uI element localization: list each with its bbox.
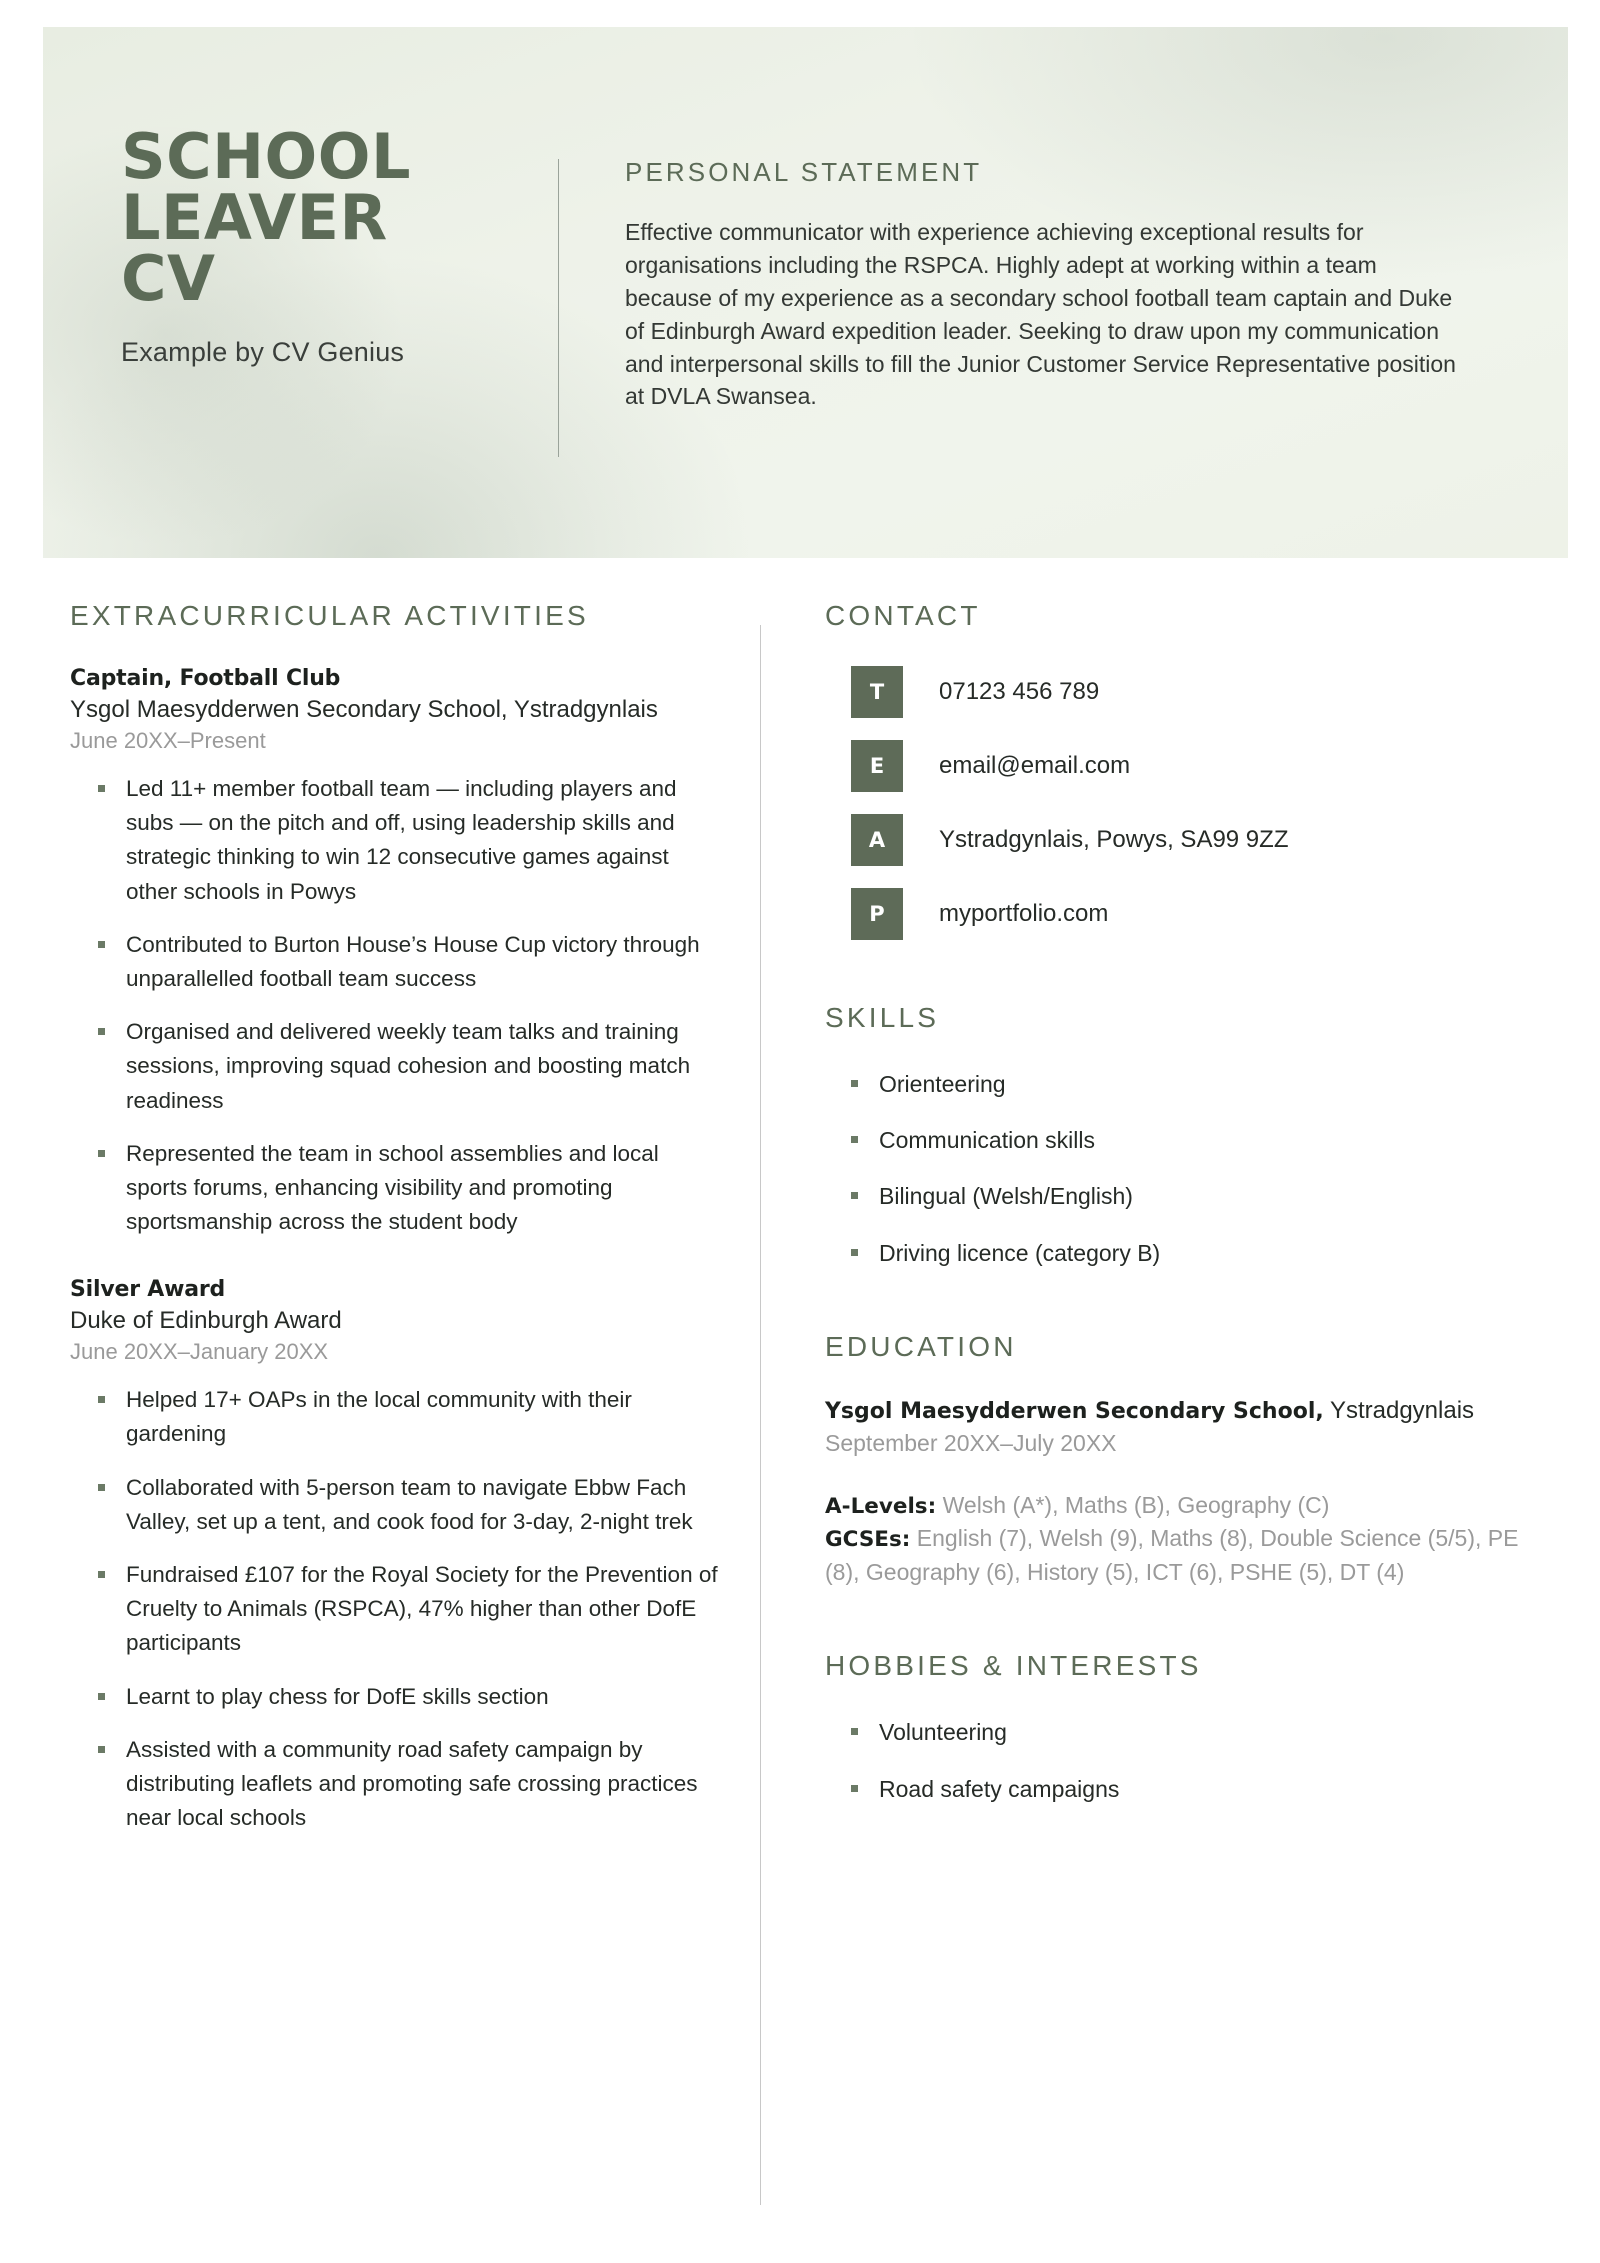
personal-statement-section [625, 157, 1475, 413]
entry-date: June 20XX–January 20XX [70, 1339, 329, 1365]
title-line-2: LEAVER [121, 180, 388, 254]
page-title [121, 120, 521, 315]
email-icon: E [851, 740, 903, 792]
entry-bullet-list [70, 1383, 720, 1835]
entry-title: Silver Award [70, 1277, 226, 1303]
skills-list [825, 1068, 1540, 1269]
entry-date: June 20XX–Present [70, 728, 266, 753]
contact-row-email [825, 740, 1540, 792]
portfolio-icon: P [851, 888, 903, 940]
title-line-1: SCHOOL [121, 120, 411, 193]
experience-entry [70, 666, 720, 754]
section-heading-skills: SKILLS [825, 1002, 940, 1033]
left-column [0, 600, 760, 2205]
entry-title: Captain, Football Club [70, 666, 341, 691]
header-vertical-divider [558, 159, 559, 457]
telephone-value[interactable]: 07123 456 789 [939, 678, 1100, 705]
education-qualifications [825, 1489, 1540, 1589]
cv-title-block [121, 120, 521, 368]
personal-statement-body: Effective communicator with experience achieving exceptional results for organisations including the RSPCA. Highly adept at working within a team because of my experience as a secondary school football team captain and Duke of Edinburgh Award expedition leader. Seeking to draw upon my communication and interpersonal skills to fill the Junior Customer Service Representative position at DVLA Swansea. [625, 219, 1456, 410]
cv-header-banner [43, 27, 1568, 558]
portfolio-value[interactable]: myportfolio.com [939, 900, 1109, 927]
education-school-name: Ysgol Maesydderwen Secondary School, [825, 1398, 1324, 1424]
contact-row-portfolio [825, 888, 1540, 940]
bullet-item: Assisted with a community road safety campaign by distributing leaflets and promoting safe crossing practices near local schools [98, 1733, 720, 1836]
bullet-item: Led 11+ member football team — including players and subs — on the pitch and off, using leadership skills and strategic thinking to win 12 consecutive games against other schools in Powys [98, 772, 720, 909]
telephone-icon: T [851, 666, 903, 718]
skill-item: Driving licence (category B) [851, 1237, 1540, 1269]
skill-item: Orienteering [851, 1068, 1540, 1100]
hobby-item: Road safety campaigns [851, 1773, 1540, 1805]
hobbies-list [825, 1716, 1540, 1804]
experience-entry [70, 1277, 720, 1365]
bullet-item: Learnt to play chess for DofE skills section [98, 1680, 720, 1714]
a-levels-label: A-Levels: [825, 1493, 937, 1519]
right-column [761, 600, 1600, 2205]
personal-statement-heading: PERSONAL STATEMENT [625, 157, 983, 187]
address-value: Ystradgynlais, Powys, SA99 9ZZ [939, 826, 1289, 853]
education-date: September 20XX–July 20XX [825, 1429, 1117, 1456]
gcses-label: GCSEs: [825, 1527, 911, 1553]
gcses-value: English (7), Welsh (9), Maths (8), Double Science (5/5), PE (8), Geography (6), History (5), ICT (6), PSHE (5), DT (4) [825, 1525, 1519, 1585]
email-value[interactable]: email@email.com [939, 752, 1131, 779]
a-levels-value: Welsh (A*), Maths (B), Geography (C) [936, 1491, 1330, 1518]
bullet-item: Helped 17+ OAPs in the local community with their gardening [98, 1383, 720, 1451]
contact-row-address [825, 814, 1540, 866]
bullet-item: Represented the team in school assemblies and local sports forums, enhancing visibility and promoting sportsmanship across the student body [98, 1137, 720, 1240]
entry-organisation: Duke of Edinburgh Award [70, 1307, 342, 1335]
address-icon: A [851, 814, 903, 866]
section-heading-contact: CONTACT [825, 600, 981, 631]
cv-body [0, 600, 1600, 2205]
title-line-3: CV [121, 241, 216, 315]
bullet-item: Fundraised £107 for the Royal Society for the Prevention of Cruelty to Animals (RSPCA), 47% higher than other DofE participants [98, 1558, 720, 1661]
skill-item: Bilingual (Welsh/English) [851, 1180, 1540, 1212]
skill-item: Communication skills [851, 1124, 1540, 1156]
contact-list [825, 666, 1540, 940]
section-heading-hobbies: HOBBIES & INTERESTS [825, 1650, 1202, 1682]
entry-bullet-list [70, 772, 720, 1239]
contact-row-telephone [825, 666, 1540, 718]
bullet-item: Collaborated with 5-person team to navigate Ebbw Fach Valley, set up a tent, and cook food for 3-day, 2-night trek [98, 1471, 720, 1539]
education-school [825, 1397, 1540, 1425]
hobby-item: Volunteering [851, 1716, 1540, 1748]
section-heading-education: EDUCATION [825, 1330, 1017, 1362]
education-school-location: Ystradgynlais [1323, 1396, 1475, 1424]
bullet-item: Contributed to Burton House’s House Cup victory through unparallelled football team success [98, 928, 720, 996]
page-subtitle: Example by CV Genius [121, 337, 405, 368]
bullet-item: Organised and delivered weekly team talks and training sessions, improving squad cohesion and boosting match readiness [98, 1015, 720, 1118]
section-heading-extracurricular: EXTRACURRICULAR ACTIVITIES [70, 600, 589, 631]
entry-organisation: Ysgol Maesydderwen Secondary School, Ystradgynlais [70, 696, 658, 723]
